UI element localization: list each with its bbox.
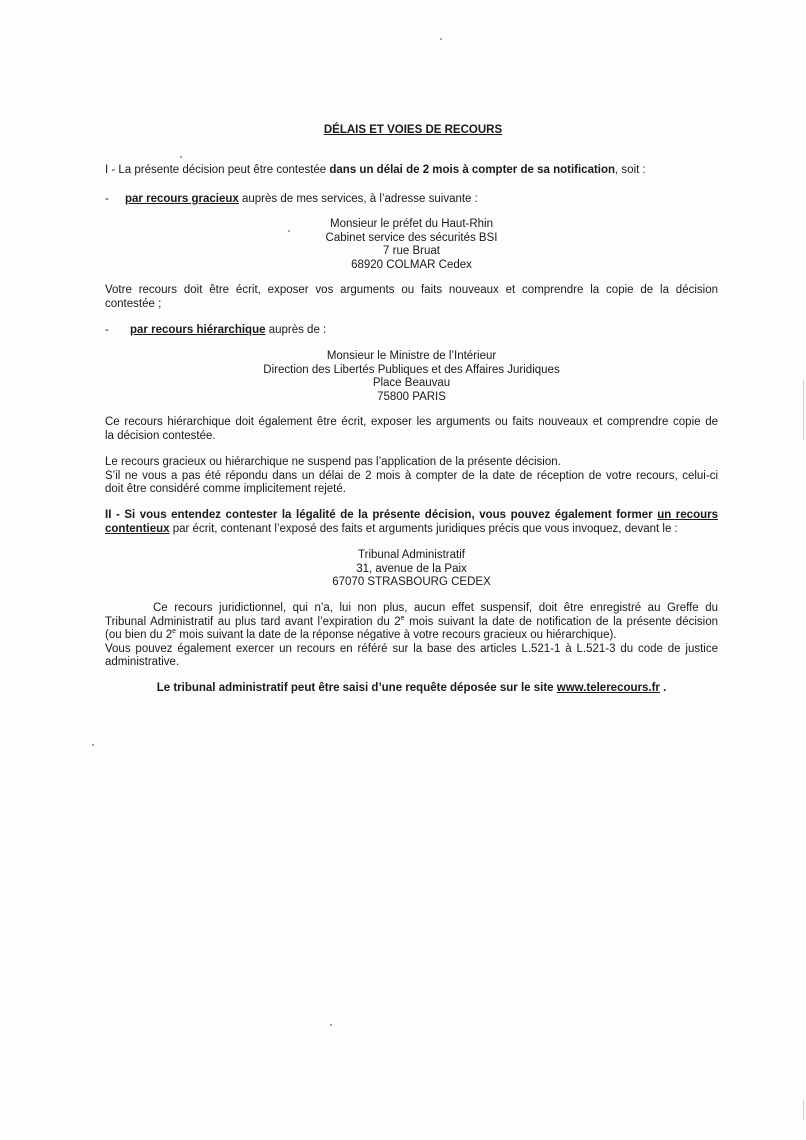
suspend-line: doit être considéré comme implicitement rejeté. xyxy=(105,483,346,495)
hierarchique-note xyxy=(105,416,718,443)
address-line: 31, avenue de la Paix xyxy=(356,562,467,575)
juridictionnel-line-2 xyxy=(105,616,718,630)
juridictionnel-line: Ce recours juridictionnel, qui n’a, lui non plus, aucun effet suspensif, doit être enregistré au Greffe du xyxy=(153,602,718,614)
gracieux-dash: - xyxy=(105,193,109,205)
address-line: Cabinet service des sécurités BSI xyxy=(325,231,498,244)
intro-suffix: , soit : xyxy=(615,164,646,176)
note-line: Votre recours doit être écrit, exposer vos arguments ou faits nouveaux et comprendre la copie de la décision xyxy=(105,284,718,296)
superscript: e xyxy=(172,628,177,636)
juridictionnel-line: administrative. xyxy=(105,656,180,668)
intro-deadline: dans un délai de 2 mois à compter de sa notification xyxy=(329,164,616,176)
intro-paragraph xyxy=(105,164,718,178)
text-span: (ou bien du 2 xyxy=(105,629,173,641)
text-span: mois suivant la date de la réponse négative à votre recours gracieux ou hiérarchique). xyxy=(176,629,617,641)
hierarchique-dash: - xyxy=(105,324,109,336)
address-line: 67070 STRASBOURG CEDEX xyxy=(332,576,491,588)
superscript: e xyxy=(400,614,405,622)
contentieux-paragraph xyxy=(105,509,718,536)
tribunal-address xyxy=(105,549,718,590)
scan-speck xyxy=(440,38,442,40)
hierarchique-text: auprès de : xyxy=(265,324,327,336)
gracieux-address xyxy=(105,218,718,272)
address-line: 75800 PARIS xyxy=(377,390,446,403)
text-span: Tribunal Administratif au plus tard avant l’expiration du 2 xyxy=(105,615,401,628)
scan-edge-mark xyxy=(803,380,804,440)
gracieux-line xyxy=(125,193,478,207)
note-line: Ce recours hiérarchique doit également être écrit, exposer les arguments ou faits nouveaux et comprendre copie de xyxy=(105,416,718,428)
contentieux-line-1 xyxy=(105,509,718,523)
scan-speck xyxy=(180,156,182,158)
gracieux-note xyxy=(105,284,718,311)
gracieux-text: auprès de mes services, à l’adresse suivante : xyxy=(238,193,478,205)
contentieux-word: contentieux xyxy=(105,522,170,535)
note-line: la décision contestée. xyxy=(105,429,216,442)
contentieux-prefix: II - Si vous entendez contester la légalité de la présente décision, vous pouvez également former xyxy=(105,509,658,521)
note-line: contestée ; xyxy=(105,297,162,310)
intro-prefix: I - La présente décision peut être contestée xyxy=(105,164,330,176)
text-span: mois suivant la date de notification de la présente décision xyxy=(404,615,718,628)
address-line: 68920 COLMAR Cedex xyxy=(351,258,472,271)
page-title: DÉLAIS ET VOIES DE RECOURS xyxy=(323,124,503,136)
telerecours-line xyxy=(105,682,718,696)
contentieux-recours: un recours xyxy=(657,509,718,521)
address-line: Monsieur le préfet du Haut-Rhin xyxy=(330,218,493,230)
gracieux-label: par recours gracieux xyxy=(125,193,239,205)
telerecours-prefix: Le tribunal administratif peut être saisi d’une requête déposée sur le site xyxy=(156,682,557,694)
telerecours-suffix: . xyxy=(659,682,667,694)
suspend-line: S’il ne vous a pas été répondu dans un délai de 2 mois à compter de la date de réception de votre recours, celui-ci xyxy=(105,469,718,482)
juridictionnel-line: Vous pouvez également exercer un recours en référé sur la base des articles L.521-1 à L.521-3 du code de justice xyxy=(105,642,718,655)
juridictionnel-line-3 xyxy=(105,629,718,643)
telerecours-link[interactable]: www.telerecours.fr xyxy=(556,682,660,694)
scan-speck xyxy=(92,744,94,746)
address-line: Monsieur le Ministre de l’Intérieur xyxy=(326,350,497,362)
scan-speck xyxy=(330,1024,332,1026)
suspend-paragraph xyxy=(105,456,718,497)
hierarchique-address xyxy=(105,350,718,404)
contentieux-line-2 xyxy=(105,523,718,537)
contentieux-text: par écrit, contenant l’exposé des faits et arguments juridiques précis que vous invoquez, devant le : xyxy=(169,522,678,535)
address-line: 7 rue Bruat xyxy=(383,245,440,257)
hierarchique-line xyxy=(130,324,326,338)
scan-edge-mark xyxy=(803,1100,804,1120)
suspend-line: Le recours gracieux ou hiérarchique ne suspend pas l’application de la présente décision. xyxy=(105,456,561,468)
juridictionnel-paragraph xyxy=(105,602,718,670)
address-line: Place Beauvau xyxy=(372,377,451,389)
address-line: Tribunal Administratif xyxy=(358,549,465,561)
address-line: Direction des Libertés Publiques et des Affaires Juridiques xyxy=(263,363,560,376)
hierarchique-label: par recours hiérarchique xyxy=(130,324,266,336)
